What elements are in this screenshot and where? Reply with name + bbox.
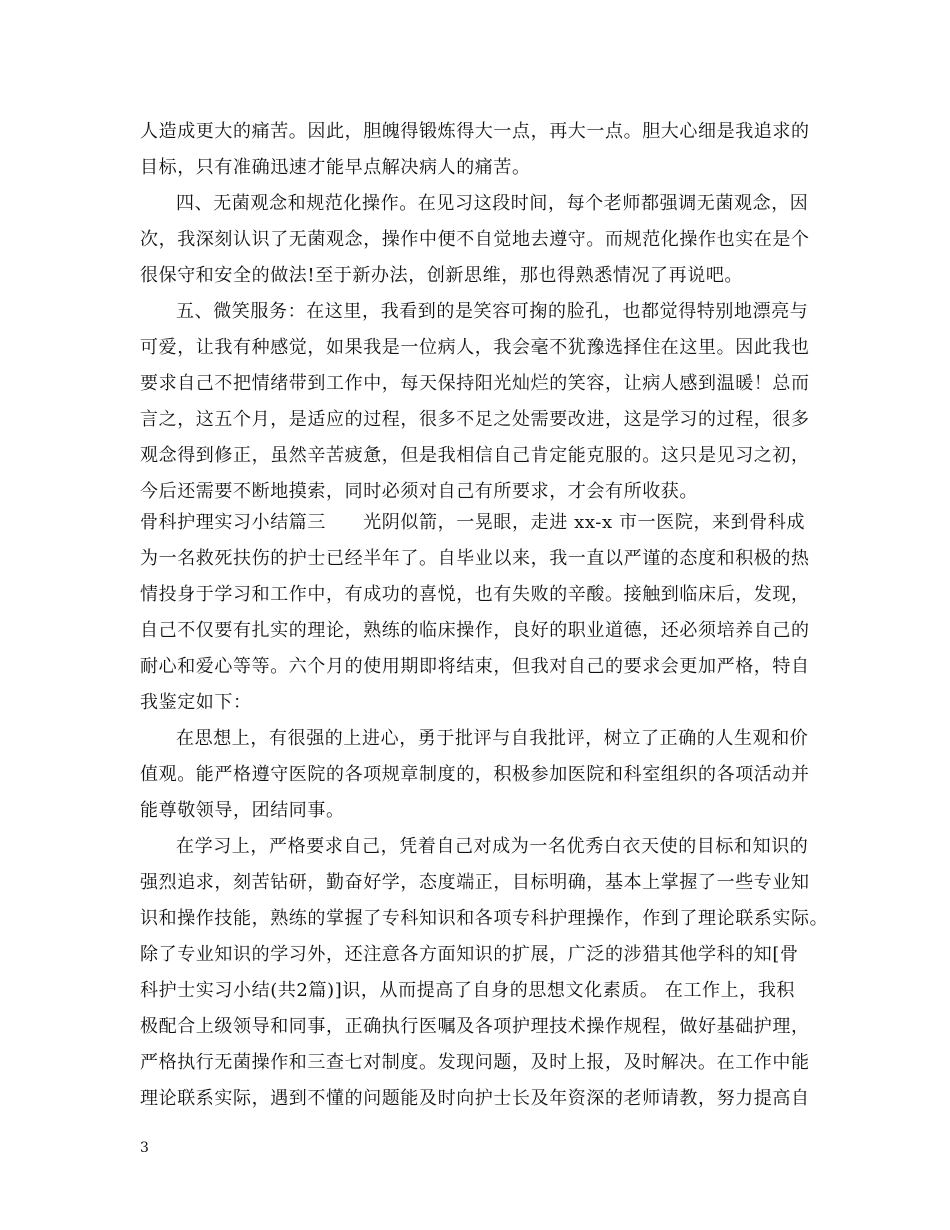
text-line: 目标，只有准确迅速才能早点解决病人的痛苦。 — [140, 157, 531, 178]
text-line: 除了专业知识的学习外，还注意各方面知识的扩展，广泛的涉猎其他学科的知[骨 — [140, 944, 799, 965]
text-line: 次，我深刻认识了无菌观念，操作中便不自觉地去遵守。而规范化操作也实在是个 — [140, 229, 810, 250]
text-line: 我鉴定如下： — [140, 692, 252, 713]
text-line: 自己不仅要有扎实的理论，熟练的临床操作，良好的职业道德，还必须培养自己的 — [140, 620, 810, 641]
text-line: 很保守和安全的做法!至于新办法，创新思维，那也得熟悉情况了再说吧。 — [140, 265, 744, 286]
section-heading-line: 骨科护理实习小结篇三 光阴似箭，一晃眼，走进 xx-x 市一医院，来到骨科成 — [140, 512, 806, 533]
text-line: 能尊敬领导，团结同事。 — [140, 800, 345, 821]
text-line: 耐心和爱心等等。六个月的使用期即将结束，但我对自己的要求会更加严格，特自 — [140, 656, 810, 677]
text-line: 可爱，让我有种感觉，如果我是一位病人，我会毫不犹豫选择住在这里。因此我也 — [140, 337, 810, 358]
text-line: 识和操作技能，熟练的掌握了专科知识和各项专科护理操作，作到了理论联系实际。 — [140, 908, 829, 929]
text-line: 言之，这五个月，是适应的过程，很多不足之处需要改进，这是学习的过程，很多 — [140, 409, 810, 430]
text-line: 情投身于学习和工作中，有成功的喜悦，也有失败的辛酸。接触到临床后，发现， — [140, 584, 810, 605]
text-line: 观念得到修正，虽然辛苦疲惫，但是我相信自己肯定能克服的。这只是见习之初， — [140, 445, 810, 466]
text-line: 今后还需要不断地摸索，同时必须对自己有所要求，才会有所收获。 — [140, 481, 698, 502]
page-number: 3 — [140, 1140, 149, 1156]
paragraph-start-line: 在学习上，严格要求自己，凭着自己对成为一名优秀白衣天使的目标和知识的 — [176, 836, 809, 857]
text-line: 极配合上级领导和同事，正确执行医嘱及各项护理技术操作规程，做好基础护理， — [140, 1016, 810, 1037]
text-line: 值观。能严格遵守医院的各项规章制度的，积极参加医院和科室组织的各项活动并 — [140, 764, 810, 785]
paragraph-start-line: 五、微笑服务：在这里，我看到的是笑容可掬的脸孔，也都觉得特别地漂亮与 — [176, 301, 809, 322]
text-line: 科护士实习小结(共2篇)]识，从而提高了自身的思想文化素质。 在工作上，我积 — [140, 980, 796, 1001]
text-line: 人造成更大的痛苦。因此，胆魄得锻炼得大一点，再大一点。胆大心细是我追求的 — [140, 121, 810, 142]
text-line: 要求自己不把情绪带到工作中，每天保持阳光灿烂的笑容，让病人感到温暖！总而 — [140, 373, 810, 394]
text-line: 为一名救死扶伤的护士已经半年了。自毕业以来，我一直以严谨的态度和积极的热 — [140, 548, 810, 569]
text-line: 严格执行无菌操作和三查七对制度。发现问题，及时上报，及时解决。在工作中能 — [140, 1052, 810, 1073]
paragraph-start-line: 在思想上，有很强的上进心，勇于批评与自我批评，树立了正确的人生观和价 — [176, 728, 809, 749]
text-line: 强烈追求，刻苦钻研，勤奋好学，态度端正，目标明确，基本上掌握了一些专业知 — [140, 872, 810, 893]
text-line: 理论联系实际，遇到不懂的问题能及时向护士长及年资深的老师请教，努力提高自 — [140, 1088, 810, 1109]
paragraph-start-line: 四、无菌观念和规范化操作。在见习这段时间，每个老师都强调无菌观念，因 — [176, 193, 809, 214]
